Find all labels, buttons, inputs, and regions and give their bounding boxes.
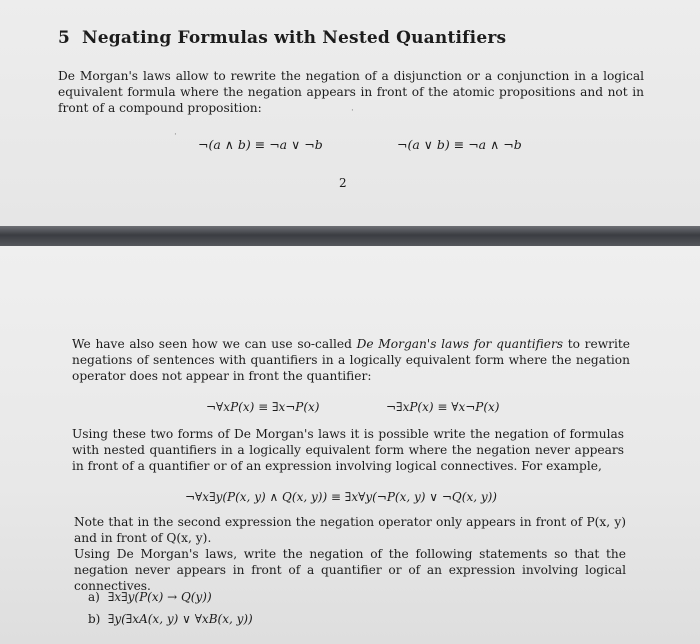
task-paragraph: Using De Morgan's laws, write the negation of the following statements so that the negation never appears in front of a quantifier or of an expression involving logical connectives. <box>74 547 626 593</box>
exercise-expression: ∃y(∃xA(x, y) ∨ ∀xB(x, y)) <box>107 612 253 626</box>
intro-paragraph: De Morgan's laws allow to rewrite the negation of a disjunction or a conjunction in a logical equivalent formula where the negation appears in front of the atomic propositions and not in front of a compound proposition: <box>58 69 644 115</box>
section-title: Negating Formulas with Nested Quantifiers <box>82 28 507 48</box>
exercise-expression: ∃x∃y(P(x) → Q(y)) <box>107 590 212 604</box>
exercise-item <box>88 590 212 604</box>
speck-mark: · <box>351 106 354 116</box>
note-paragraph: Note that in the second expression the negation operator only appears in front of P(x, y) and in front of Q(x, y). <box>74 515 626 545</box>
page-number: 2 <box>339 176 347 190</box>
exercise-item <box>88 612 253 626</box>
nested-quantifier-paragraph: Using these two forms of De Morgan's laws it is possible write the negation of formulas with nested quantifiers in a logically equivalent form where the negation never appears in front of a quantifier or of an expression involving logical connectives. For example, <box>72 427 624 473</box>
de-morgan-formula-and: ¬(a ∧ b) ≡ ¬a ∨ ¬b <box>198 137 323 152</box>
quantifier-formula-forall: ¬∀xP(x) ≡ ∃x¬P(x) <box>206 400 320 414</box>
page-fold-shadow <box>0 226 700 246</box>
section-heading <box>58 28 506 48</box>
quantifier-paragraph <box>72 336 630 384</box>
example-formula: ¬∀x∃y(P(x, y) ∧ Q(x, y)) ≡ ∃x∀y(¬P(x, y) ∨ ¬Q(x, y)) <box>185 490 497 504</box>
quantifier-text-before: We have also seen how we can use so-called <box>72 337 357 351</box>
speck-mark: · <box>174 130 177 140</box>
quantifier-formula-exists: ¬∃xP(x) ≡ ∀x¬P(x) <box>386 400 500 414</box>
de-morgan-quantifier-emphasis: De Morgan's laws for quantifiers <box>356 337 564 351</box>
de-morgan-formula-or: ¬(a ∨ b) ≡ ¬a ∧ ¬b <box>397 137 522 152</box>
quantifier-text-after: to rewrite negations of sentences with quantifiers in a logically equivalent form where the negation operator does not appear in front the quantifier: <box>72 337 630 383</box>
section-number: 5 <box>58 28 71 48</box>
exercise-label: a) <box>88 590 100 604</box>
exercise-label: b) <box>88 612 101 626</box>
